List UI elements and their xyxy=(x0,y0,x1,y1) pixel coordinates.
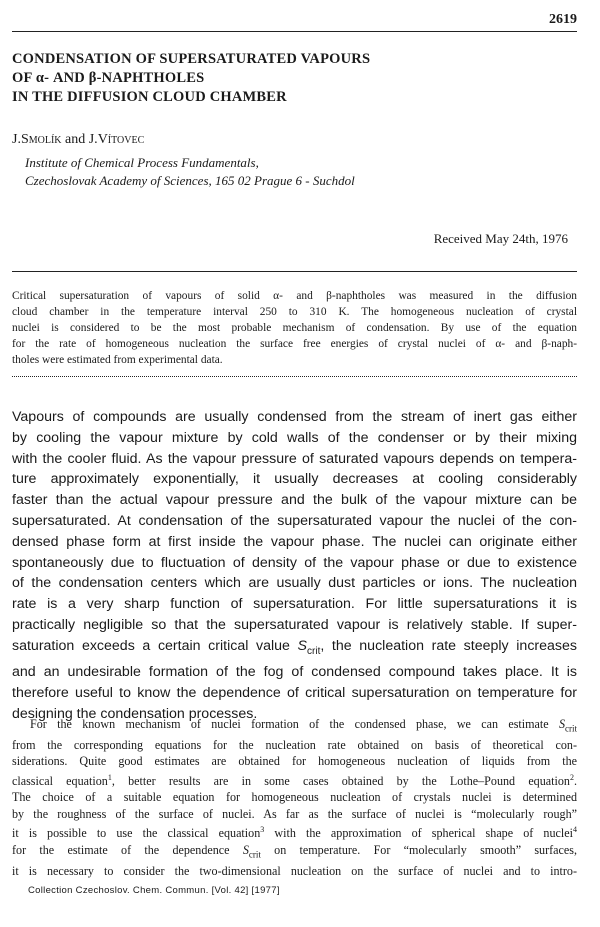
body-line: for the estimate of the dependence $S_{crit}$ on temperature. For “molecularly smooth” surfaces, xyxy=(12,842,577,860)
abstract-line: for the rate of homogeneous nucleation the surface free energies of crystal nuclei of α- and β-naph- xyxy=(12,338,577,350)
intro-line: supersaturated. At condensation of the supersaturated vapour the nuclei of the con- xyxy=(12,512,577,529)
affiliation: Institute of Chemical Process Fundamentals, Czechoslovak Academy of Sciences, 165 02 Prague 6 - Suchdol xyxy=(25,155,355,188)
intro-line: saturation exceeds a certain critical value $S_{crit}$, the nucleation rate steeply increases xyxy=(12,637,577,657)
abstract-line: nuclei is considered to be the most probable mechanism of condensation. By use of the equation xyxy=(12,322,577,334)
body-line: siderations. Quite good estimates are obtained for homogeneous nucleation of liquids from the xyxy=(12,754,577,769)
intro-line: and an undesirable formation of the fog of condensed compound takes place. It is xyxy=(12,664,577,681)
citation-ref: 4 xyxy=(572,825,577,835)
abstract-bottom-rule xyxy=(12,376,577,377)
intro-line: rate is a very sharp function of supersaturation. For little supersaturations it is xyxy=(12,596,577,613)
authors: J.Smolík and J.Vítovec xyxy=(12,132,145,147)
page-number: 2619 xyxy=(549,12,577,27)
header-rule xyxy=(12,31,577,32)
paper-title xyxy=(12,50,572,107)
body-line: For the known mechanism of nuclei formation of the condensed phase, we can estimate $S_{crit}$ xyxy=(30,717,577,734)
author-name: Vítovec xyxy=(97,132,145,147)
intro-line: faster than the actual vapour pressure and the bulk of the vapour mixture can be xyxy=(12,492,577,509)
body-line: The choice of a suitable equation for homogeneous nucleation of crystals nuclei is determined xyxy=(12,790,577,805)
abstract-top-rule xyxy=(12,271,577,272)
intro-line: by cooling the vapour mixture by cold walls of the condenser or by their mixing xyxy=(12,429,577,446)
abstract-line: cloud chamber in the temperature interval 250 to 310 K. The homogeneous nucleation of crystal xyxy=(12,306,577,318)
intro-line: Vapours of compounds are usually condensed from the stream of inert gas either xyxy=(12,409,577,425)
title-line: CONDENSATION OF SUPERSATURATED VAPOURS xyxy=(12,51,371,67)
intro-line: densed phase form at first inside the vapour phase. The nuclei can originate either xyxy=(12,533,577,550)
abstract xyxy=(12,288,577,368)
intro-line: practically negligible so that the supersaturated vapour is relatively stable. If super- xyxy=(12,616,577,633)
journal-footer: Collection Czechoslov. Chem. Commun. [Vol. 42] [1977] xyxy=(28,885,280,896)
body-paragraph xyxy=(12,716,577,879)
received-date: Received May 24th, 1976 xyxy=(433,231,568,246)
intro-line: ture approximately exponentially, it usually decreases at cooling considerably xyxy=(12,471,577,488)
body-line: it is possible to use the classical equation$^3$ with the approximation of spherical shape of nuclei$^4$ xyxy=(12,825,577,841)
intro-line: therefore useful to know the dependence of critical supersaturation on temperature for xyxy=(12,685,577,702)
body-line: by the roughness of the surface of nuclei. As far as the surface of nuclei is “molecularly rough” xyxy=(12,806,577,821)
author-name: Smolík xyxy=(20,132,62,147)
title-line: OF α- AND β-NAPHTHOLES xyxy=(12,70,205,86)
intro-line: of the condensation centers which are usually dust particles or ions. The nucleation xyxy=(12,575,577,592)
body-line: classical equation$^1$, better results are in some cases obtained by the Lothe–Pound equation$^2$. xyxy=(12,772,577,788)
title-line: IN THE DIFFUSION CLOUD CHAMBER xyxy=(12,89,287,105)
intro-line: with the cooler fluid. As the vapour pressure of saturated vapours depends on tempera- xyxy=(12,450,577,467)
citation-ref: 2 xyxy=(569,772,574,782)
intro-paragraph xyxy=(12,407,577,725)
citation-ref: 1 xyxy=(107,772,112,782)
body-line: it is necessary to consider the two-dimensional nucleation on the surface of nuclei and to intro- xyxy=(12,863,577,878)
citation-ref: 3 xyxy=(260,825,265,835)
intro-line: spontaneously due to fluctuation of density of the vapour phase or due to existence xyxy=(12,554,577,571)
abstract-line: tholes were estimated from experimental data. xyxy=(12,354,223,366)
abstract-line: Critical supersaturation of vapours of solid α- and β-naphtholes was measured in the diffusion xyxy=(12,290,577,302)
body-line: from the corresponding equations for the nucleation rate obtained on basis of theoretical con- xyxy=(12,737,577,752)
intro-line: designing the condensation processes. xyxy=(12,705,258,722)
